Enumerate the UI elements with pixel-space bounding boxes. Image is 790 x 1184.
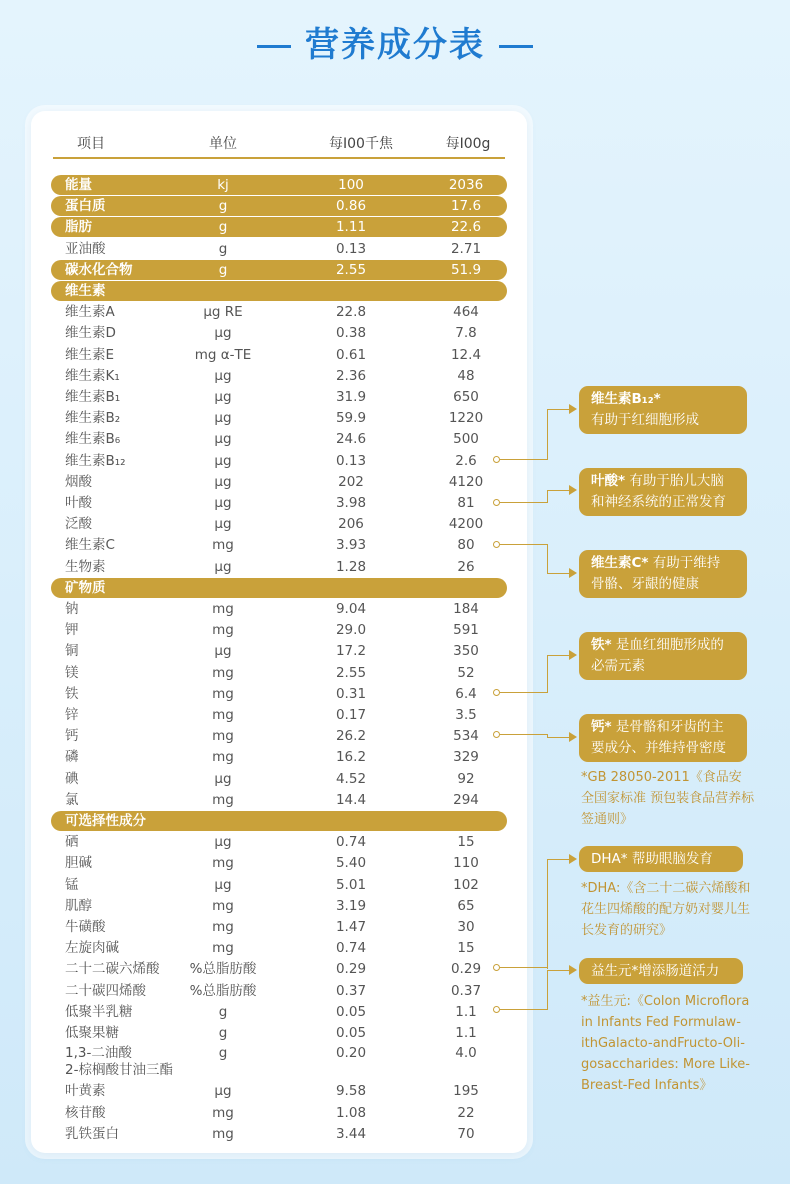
table-row (51, 726, 507, 746)
prebiotic-note-line: Breast-Fed Infants》 (581, 1078, 713, 1093)
connector-line (500, 734, 548, 735)
row-value-per-g: 48 (457, 367, 475, 384)
row-value-per-kj: 1.11 (335, 219, 367, 236)
row-unit: mg (212, 601, 234, 617)
row-name: 矿物质 (65, 579, 106, 596)
annotation-calcium (579, 714, 747, 762)
row-value-per-kj: 0.38 (335, 325, 367, 342)
row-name: 叶酸 (65, 495, 92, 511)
row-value-per-g: 70 (457, 1125, 475, 1142)
arrow-icon (569, 965, 577, 975)
row-value-per-kj: 0.13 (335, 452, 367, 469)
row-unit: mg (212, 685, 234, 702)
arrow-icon (569, 854, 577, 864)
row-unit: μg RE (203, 304, 243, 321)
annotation-iron (579, 632, 747, 680)
row-unit: g (218, 240, 228, 257)
connector-dot-prebiotic (493, 1006, 500, 1013)
prebiotic-note-line: *益生元:《Colon Microflora (581, 994, 750, 1009)
table-row (51, 790, 507, 810)
row-name: 维生素D (65, 325, 116, 342)
b12-title: 维生素B₁₂* (591, 391, 661, 407)
row-value-per-kj: 0.31 (335, 685, 367, 702)
row-name: 维生素 (65, 283, 106, 299)
connector-line (500, 544, 548, 545)
ca-text1: 是骨骼和牙齿的主 (615, 719, 724, 735)
table-row (51, 959, 507, 979)
table-row (51, 472, 507, 492)
row-name: 维生素E (65, 346, 115, 363)
connector-dot-iron (493, 689, 500, 696)
row-name: 牛磺酸 (65, 919, 106, 935)
row-value-per-kj: 31.9 (335, 389, 367, 405)
row-unit: μg (214, 325, 232, 342)
row-name: 核苷酸 (65, 1104, 106, 1121)
row-value-per-kj: 3.93 (335, 537, 367, 554)
row-name: 碘 (65, 770, 79, 787)
prebiotic-note-line: gosaccharides: More Like- (581, 1057, 750, 1072)
row-value-per-g: 51.9 (450, 261, 482, 278)
arrow-icon (569, 485, 577, 495)
row-name: 乳铁蛋白 (65, 1125, 119, 1142)
prebiotic-note (581, 991, 750, 1096)
table-row (51, 1103, 507, 1123)
row-value-per-g: 22.6 (450, 219, 482, 236)
gb-note-line: 签通则》 (581, 812, 634, 827)
row-unit: g (218, 219, 228, 236)
row-name: 烟酸 (65, 473, 92, 490)
row-name: 碳水化合物 (65, 261, 133, 278)
row-name: 二十碳四烯酸 (65, 982, 146, 999)
row-value-per-kj: 0.20 (335, 1045, 367, 1062)
connector-dot-b12 (493, 456, 500, 463)
row-value-per-g: 534 (453, 728, 479, 745)
table-row (51, 875, 507, 895)
row-name: 能量 (65, 177, 92, 193)
row-value-per-g: 15 (457, 940, 475, 957)
row-value-per-g: 650 (453, 389, 479, 405)
row-value-per-g: 12.4 (450, 346, 482, 363)
row-value-per-kj: 26.2 (335, 728, 367, 745)
table-row (51, 747, 507, 767)
table-row (51, 366, 507, 386)
row-name: 泛酸 (65, 516, 92, 533)
row-unit: mg (212, 728, 234, 745)
header-item: 项目 (77, 136, 105, 152)
row-value-per-kj: 22.8 (335, 304, 367, 321)
row-value-per-kj: 0.13 (335, 240, 367, 257)
connector-dot-dha (493, 964, 500, 971)
table-row (51, 239, 507, 259)
table-row (51, 832, 507, 852)
row-value-per-kj: 16.2 (335, 749, 367, 766)
row-name: 铁 (65, 685, 79, 702)
table-row (51, 981, 507, 1001)
row-value-per-g: 294 (453, 791, 479, 808)
connector-line (547, 970, 571, 971)
row-name: 钾 (65, 622, 79, 639)
row-value-per-kj: 4.52 (335, 770, 367, 787)
row-unit: mg (212, 707, 234, 723)
connector-dot-folic (493, 499, 500, 506)
row-name: 维生素B₁ (65, 389, 121, 405)
row-value-per-kj: 2.36 (335, 367, 367, 384)
row-unit: μg (214, 367, 232, 384)
title-dash-left (257, 45, 291, 48)
row-unit: kj (217, 177, 229, 193)
row-value-per-g: 30 (457, 919, 475, 935)
table-row (51, 1023, 507, 1043)
row-value-per-g: 6.4 (455, 685, 477, 702)
table-row (51, 769, 507, 789)
row-value-per-kj: 0.29 (335, 961, 367, 978)
row-unit: μg (214, 516, 232, 533)
prebiotic-label: 益生元*增添肠道活力 (591, 963, 720, 979)
row-unit: mg (212, 855, 234, 872)
connector-line (500, 692, 548, 693)
folic-text1: 有助于胎儿大脑 (629, 473, 724, 489)
row-value-per-g: 52 (457, 664, 475, 681)
row-name: 可选择性成分 (65, 813, 146, 829)
row-unit: mg (212, 622, 234, 639)
connector-line (547, 409, 571, 410)
connector-dot-vc (493, 541, 500, 548)
arrow-icon (569, 568, 577, 578)
gb-standard-note (581, 767, 754, 830)
row-name: 锰 (65, 876, 79, 893)
table-row (51, 429, 507, 449)
row-unit: μg (214, 558, 232, 575)
folic-title: 叶酸* (591, 473, 626, 489)
table-rows (31, 111, 527, 1153)
table-row (51, 493, 507, 513)
iron-title: 铁* (591, 637, 612, 653)
row-unit: %总脂肪酸 (189, 982, 257, 999)
row-unit: μg (214, 431, 232, 448)
row-unit: mg (212, 791, 234, 808)
row-value-per-kj: 14.4 (335, 791, 367, 808)
row-unit: μg (214, 495, 232, 511)
row-name: 维生素A (65, 304, 115, 321)
connector-line (547, 970, 548, 1009)
row-value-per-kj: 29.0 (335, 622, 367, 639)
row-unit: g (218, 1003, 228, 1020)
row-unit: μg (214, 1083, 232, 1100)
nutrition-table-card (31, 111, 527, 1153)
row-unit: mg (212, 664, 234, 681)
row-name: 铜 (65, 643, 79, 660)
row-value-per-kj: 3.19 (335, 897, 367, 914)
row-value-per-g: 329 (453, 749, 479, 766)
row-value-per-kj: 3.98 (335, 495, 367, 511)
table-row (51, 175, 507, 195)
row-value-per-kj: 3.44 (335, 1125, 367, 1142)
header-per-kj: 每I00千焦 (329, 136, 393, 152)
row-unit: μg (214, 452, 232, 469)
row-value-per-g: 500 (453, 431, 479, 448)
row-unit: %总脂肪酸 (189, 961, 257, 978)
table-row (51, 853, 507, 873)
vc-text2: 骨骼、牙龈的健康 (591, 576, 699, 592)
connector-line (547, 655, 571, 656)
row-name: 亚油酸 (65, 240, 106, 257)
row-value-per-kj: 1.47 (335, 919, 367, 935)
table-row (51, 345, 507, 365)
table-row (51, 917, 507, 937)
row-value-per-g: 195 (453, 1083, 479, 1100)
row-value-per-g: 2.6 (455, 452, 477, 469)
row-name: 左旋肉碱 (65, 940, 119, 957)
row-name: 磷 (65, 749, 79, 766)
row-value-per-kj: 0.17 (335, 707, 367, 723)
row-name: 脂肪 (65, 219, 92, 236)
connector-line (500, 967, 548, 968)
connector-line (547, 490, 548, 503)
row-value-per-g: 464 (453, 304, 479, 321)
row-value-per-g: 184 (453, 601, 479, 617)
table-row (51, 1002, 507, 1022)
table-row (51, 535, 507, 555)
gb-note-line: *GB 28050-2011《食品安 (581, 770, 742, 785)
gb-note-line: 全国家标准 预包装食品营养标 (581, 791, 755, 806)
row-value-per-g: 1.1 (455, 1025, 477, 1041)
table-row (51, 620, 507, 640)
dha-label: DHA* 帮助眼脑发育 (591, 851, 713, 867)
row-value-per-kj: 9.58 (335, 1083, 367, 1100)
row-value-per-kj: 24.6 (335, 431, 367, 448)
dha-note-line: 长发育的研究》 (581, 923, 673, 938)
row-name: 锌 (65, 707, 79, 723)
row-value-per-kj: 202 (338, 473, 364, 490)
connector-line (547, 655, 548, 693)
row-value-per-kj: 2.55 (335, 664, 367, 681)
row-value-per-g: 4200 (448, 516, 484, 533)
row-unit: mg (212, 1104, 234, 1121)
row-value-per-kj: 1.08 (335, 1104, 367, 1121)
vc-title: 维生素C* (591, 555, 649, 571)
connector-dot-calcium (493, 731, 500, 738)
row-name: 维生素B₆ (65, 431, 121, 448)
row-value-per-g: 80 (457, 537, 475, 554)
annotation-dha (579, 846, 743, 872)
row-name: 二十二碳六烯酸 (65, 961, 160, 978)
annotation-prebiotic (579, 958, 743, 984)
table-row (51, 1044, 507, 1080)
row-value-per-kj: 100 (338, 177, 364, 193)
annotation-vitamin-c (579, 550, 747, 598)
b12-text: 有助于红细胞形成 (591, 412, 699, 428)
row-name: 维生素C (65, 537, 115, 554)
row-unit: μg (214, 643, 232, 660)
connector-line (547, 573, 571, 574)
row-value-per-kj: 0.37 (335, 982, 367, 999)
row-value-per-g: 17.6 (450, 198, 482, 215)
table-row (51, 260, 507, 280)
connector-line (547, 409, 548, 460)
row-unit: g (218, 261, 228, 278)
row-value-per-kj: 0.05 (335, 1025, 367, 1041)
row-value-per-g: 22 (457, 1104, 475, 1121)
row-value-per-kj: 9.04 (335, 601, 367, 617)
arrow-icon (569, 732, 577, 742)
connector-line (547, 859, 548, 969)
row-name: 1,3-二油酸 2-棕榈酸甘油三酯 (65, 1045, 173, 1079)
row-value-per-g: 1.1 (455, 1003, 477, 1020)
row-value-per-g: 3.5 (455, 707, 477, 723)
connector-line (547, 490, 571, 491)
connector-line (547, 737, 571, 738)
table-row (51, 557, 507, 577)
row-unit: g (218, 198, 228, 215)
row-value-per-kj: 2.55 (335, 261, 367, 278)
section-header-row (51, 281, 507, 301)
table-row (51, 641, 507, 661)
table-row (51, 514, 507, 534)
row-value-per-g: 26 (457, 558, 475, 575)
row-value-per-kj: 0.86 (335, 198, 367, 215)
row-unit: mg (212, 1125, 234, 1142)
row-unit: g (218, 1045, 228, 1062)
table-row (51, 938, 507, 958)
ca-text2: 要成分、并维持骨密度 (591, 740, 726, 756)
title-dash-right (499, 45, 533, 48)
annotation-vitamin-b12 (579, 386, 747, 434)
row-name: 钠 (65, 601, 79, 617)
table-row (51, 705, 507, 725)
row-value-per-kj: 1.28 (335, 558, 367, 575)
row-name: 氯 (65, 791, 79, 808)
row-name: 叶黄素 (65, 1083, 106, 1100)
row-name: 肌醇 (65, 897, 92, 914)
prebiotic-note-line: ithGalacto-andFructo-Oli- (581, 1036, 745, 1051)
connector-line (500, 459, 548, 460)
prebiotic-note-line: in Infants Fed Formulaw- (581, 1015, 741, 1030)
arrow-icon (569, 650, 577, 660)
table-row (51, 408, 507, 428)
row-name: 钙 (65, 728, 79, 745)
row-unit: mg (212, 897, 234, 914)
connector-line (500, 1009, 548, 1010)
row-name: 低聚果糖 (65, 1025, 119, 1041)
row-unit: μg (214, 389, 232, 405)
table-row (51, 896, 507, 916)
folic-text2: 和神经系统的正常发育 (591, 494, 726, 510)
row-unit: mg (212, 537, 234, 554)
table-row (51, 1081, 507, 1101)
row-name: 维生素K₁ (65, 367, 120, 384)
row-unit: μg (214, 770, 232, 787)
row-value-per-g: 0.37 (450, 982, 482, 999)
row-value-per-g: 81 (457, 495, 475, 511)
row-value-per-kj: 5.01 (335, 876, 367, 893)
row-unit: μg (214, 876, 232, 893)
row-value-per-kj: 5.40 (335, 855, 367, 872)
row-value-per-kj: 17.2 (335, 643, 367, 660)
row-value-per-g: 15 (457, 834, 475, 851)
table-row (51, 323, 507, 343)
table-row (51, 387, 507, 407)
row-value-per-kj: 206 (338, 516, 364, 533)
page-title (0, 22, 790, 68)
row-value-per-g: 110 (453, 855, 479, 872)
row-value-per-g: 7.8 (455, 325, 477, 342)
row-unit: μg (214, 834, 232, 851)
row-value-per-kj: 0.74 (335, 834, 367, 851)
row-value-per-g: 0.29 (450, 961, 482, 978)
connector-line (547, 544, 548, 573)
row-value-per-g: 92 (457, 770, 475, 787)
connector-line (500, 502, 548, 503)
table-row (51, 663, 507, 683)
iron-text1: 是血红细胞形成的 (615, 637, 724, 653)
table-row (51, 217, 507, 237)
table-row (51, 451, 507, 471)
section-header-row (51, 811, 507, 831)
row-value-per-g: 102 (453, 876, 479, 893)
table-row (51, 684, 507, 704)
dha-note (581, 878, 750, 941)
row-unit: mg (212, 749, 234, 766)
row-unit: mg α-TE (194, 346, 252, 363)
row-name: 镁 (65, 664, 79, 681)
row-value-per-g: 591 (453, 622, 479, 639)
row-value-per-kj: 0.61 (335, 346, 367, 363)
row-value-per-g: 4120 (448, 473, 484, 490)
arrow-icon (569, 404, 577, 414)
row-value-per-kj: 59.9 (335, 410, 367, 427)
row-name: 维生素B₂ (65, 410, 121, 427)
section-header-row (51, 578, 507, 598)
dha-note-line: 花生四烯酸的配方奶对婴儿生 (581, 902, 751, 917)
title-text: 营养成分表 (305, 25, 485, 65)
table-row (51, 302, 507, 322)
table-row (51, 1124, 507, 1144)
annotation-folic-acid (579, 468, 747, 516)
header-unit: 单位 (209, 136, 237, 152)
row-name: 维生素B₁₂ (65, 452, 126, 469)
table-row (51, 599, 507, 619)
row-name: 硒 (65, 834, 79, 851)
vc-text1: 有助于维持 (652, 555, 721, 571)
row-name: 低聚半乳糖 (65, 1003, 133, 1020)
header-per-g: 每I00g (445, 136, 491, 152)
row-unit: μg (214, 410, 232, 427)
row-unit: mg (212, 940, 234, 957)
row-name: 蛋白质 (65, 198, 106, 215)
row-name: 胆碱 (65, 855, 92, 872)
row-name: 生物素 (65, 558, 106, 575)
connector-line (547, 859, 571, 860)
row-value-per-g: 65 (457, 897, 475, 914)
dha-note-line: *DHA:《含二十二碳六烯酸和 (581, 881, 751, 896)
table-row (51, 196, 507, 216)
row-unit: mg (212, 919, 234, 935)
row-value-per-kj: 0.05 (335, 1003, 367, 1020)
iron-text2: 必需元素 (591, 658, 645, 674)
row-value-per-g: 4.0 (455, 1045, 477, 1062)
row-value-per-kj: 0.74 (335, 940, 367, 957)
row-value-per-g: 1220 (448, 410, 484, 427)
row-unit: μg (214, 473, 232, 490)
row-value-per-g: 2.71 (450, 240, 482, 257)
row-value-per-g: 2036 (448, 177, 484, 193)
ca-title: 钙* (591, 719, 612, 735)
row-value-per-g: 350 (453, 643, 479, 660)
row-unit: g (218, 1025, 228, 1041)
